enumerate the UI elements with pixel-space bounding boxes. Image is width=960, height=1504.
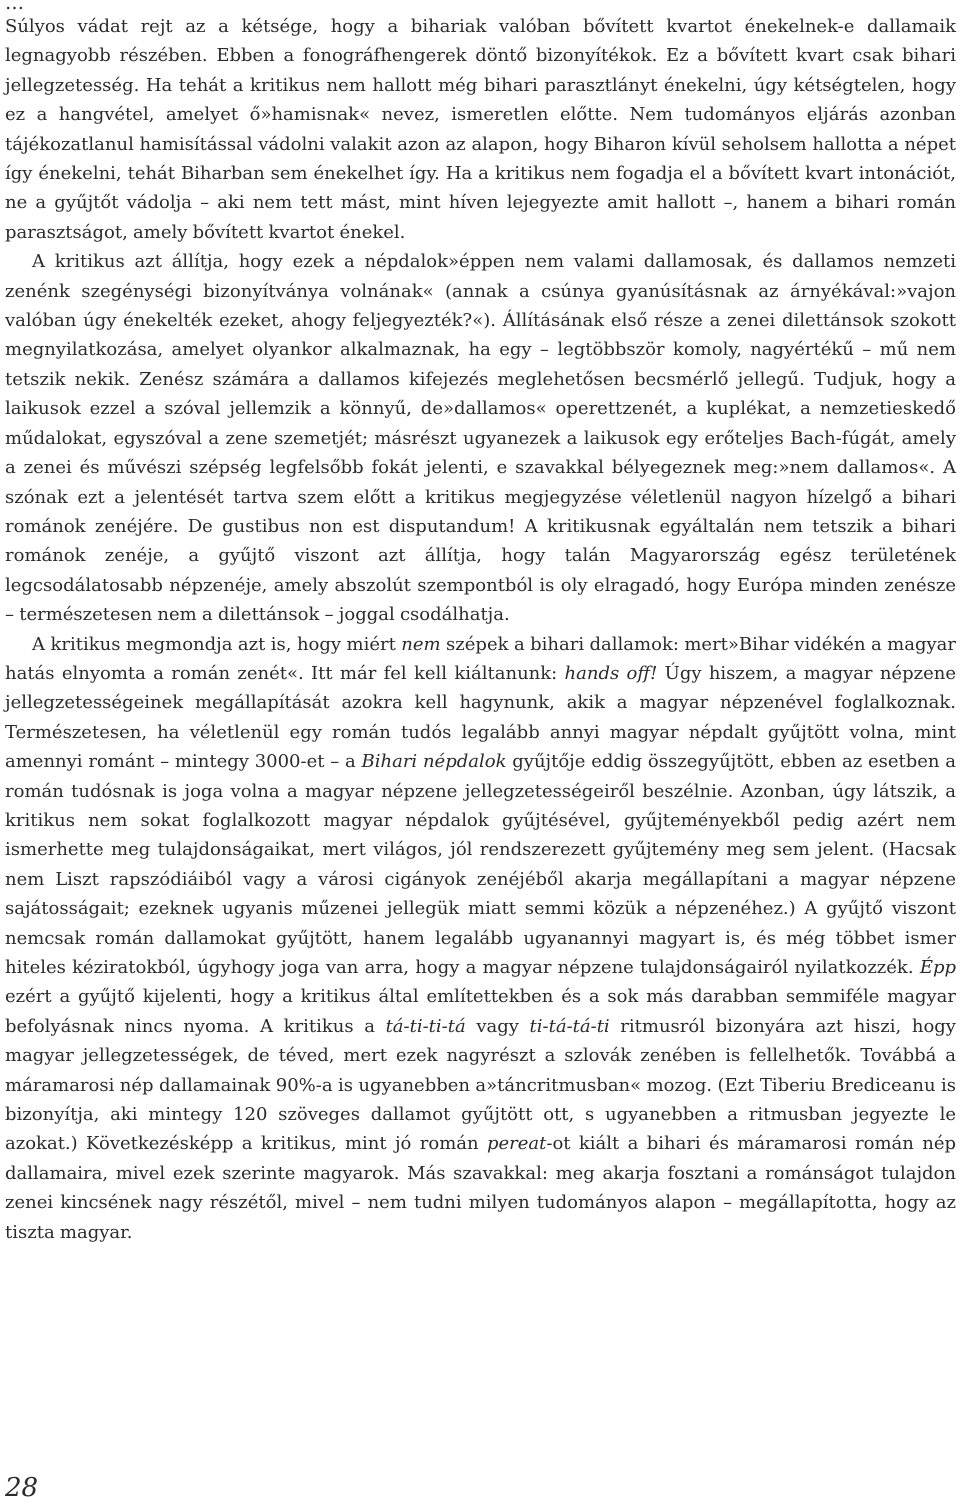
leading-ellipsis: … <box>5 0 25 14</box>
italic-text: nem <box>401 633 441 655</box>
text-run: Súlyos vádat rejt az a kétsége, hogy a bihariak valóban bővített kvartot énekelnek-e dallamaik legnagyobb részében. Ebben a fonográfhengerek döntő bizonyítékok. Ez a bővített kvart csak bihari jellegzetesség. Ha tehát a kritikus nem hallott még bihari parasztlányt énekelni, úgy kétségtelen, hogy ez a hangvétel, amelyet ő»hamisnak« nevez, ismeretlen előtte. Nem tudományos eljárás azonban tájékozatlanul hamisítással vádolni valakit azon az alapon, hogy Biharon kívül seholsem hallotta a népet így énekelni, tehát Biharban sem énekelhet így. Ha a kritikus nem fogadja el a bővített kvart intonációt, ne a gyűjtőt vádolja – aki nem tett mást, mint híven lejegyezte amit hallott –, hanem a bihari román parasztságot, amely bővített kvartot énekel. <box>5 16 956 243</box>
italic-text: hands off! <box>564 662 658 684</box>
paragraph <box>5 12 956 247</box>
text-run: szépek a bihari dallamok: mert»Bihar vidékén a magyar hatás elnyomta a román zenét«. Itt már fel kell kiáltanunk: <box>5 633 956 684</box>
page-number: 28 <box>5 1473 39 1503</box>
document-page <box>5 0 956 1504</box>
italic-text: tá-ti-ti-tá <box>385 1015 466 1037</box>
italic-text: pereat <box>486 1133 547 1155</box>
paragraph <box>5 247 956 629</box>
body-text <box>5 12 956 1247</box>
italic-text: Bihari népdalok <box>361 751 507 773</box>
italic-text: Épp <box>919 957 956 978</box>
text-run: gyűjtője eddig összegyűjtött, ebben az esetben a román tudósnak is joga volna a magyar népzene jellegzetességeiről beszélnie. Azonban, úgy látszik, a kritikus nem sokat foglalkozott magyar népdalok gyűjtésével, gyűjteményekből pedig azért nem ismerhette meg tulajdonságaikat, mert világos, jól rendszerezett gyűjtemény meg sem jelent. (Hacsak nem Liszt rapszódiáiból vagy a városi cigányok zenéjéből akarja megállapítani a magyar népzene sajátosságait; ezeknek ugyanis műzenei jellegük miatt semmi közük a népzenéhez.) A gyűjtő viszont nemcsak román dallamokat gyűjtött, hanem legalább ugyanannyi magyart is, és még többet ismer hiteles kéziratokból, úgyhogy joga van arra, hogy a magyar népzene tulajdonságairól nyilatkozzék. <box>5 751 957 978</box>
paragraph <box>5 630 956 1248</box>
text-run: vagy <box>465 1015 530 1037</box>
italic-text: ti-tá-tá-ti <box>529 1015 610 1037</box>
text-run: A kritikus megmondja azt is, hogy miért <box>32 633 402 655</box>
text-run: A kritikus azt állítja, hogy ezek a népdalok»éppen nem valami dallamosak, és dallamos nemzeti zenénk szegénységi bizonyítványa volnának« (annak a csúnya gyanúsításnak az árnyékával:»vajon valóban úgy énekelték ezeket, ahogy feljegyezték?«). Állításának első része a zenei dilettánsok szokott megnyilatkozása, amelyet olyankor alkalmaznak, ha egy – legtöbbször komoly, nagyértékű – mű nem tetszik nekik. Zenész számára a dallamos kifejezés meglehetősen becsmérlő jellegű. Tudjuk, hogy a laikusok ezzel a szóval jellemzik a könnyű, de»dallamos« operettzenét, a kuplékat, a nemzetieskedő műdalokat, egyszóval a zene szemetjét; másrészt ugyanezek a laikusok egy erőteljes Bach-fúgát, amely a zenei és művészi szépség legfelsőbb fokát jelenti, e szavakkal bélyegeznek meg:»nem dallamos«. A szónak ezt a jelentését tartva szem előtt a kritikus megjegyzése véletlenül nagyon hízelgő a bihari románok zenéjére. De gustibus non est disputandum! A kritikusnak egyáltalán nem tetszik a bihari románok zenéje, a gyűjtő viszont azt állítja, hogy talán Magyarország egész területének legcsodálatosabb népzenéje, amely abszolút szempontból is oly elragadó, hogy Európa minden zenésze – természetesen nem a dilettánsok – joggal csodálhatja. <box>5 251 956 626</box>
text-run: ritmusról bizonyára azt hiszi, hogy magyar jellegzetességek, de téved, mert ezek nagyrészt a szlovák zenében is fellelhetők. Továbbá a máramarosi nép dallamainak 90%-a is ugyanebben a»táncritmusban« mozog. (Ezt Tiberiu Brediceanu is bizonyítja, aki mintegy 120 szöveges dallamot gyűjtött ott, s ugyanebben a ritmusban jegyezte le azokat.) Következésképp a kritikus, mint jó román <box>5 1015 956 1155</box>
text-run: Úgy hiszem, a magyar népzene jellegzetességeinek megállapítását azokra kell hagynunk, akik a magyar népzenével foglalkoznak. Természetesen, ha véletlenül egy román tudós legalább annyi magyar népdalt gyűjtött volna, mint amennyi románt – mintegy 3000-et – a <box>5 662 956 773</box>
text-run: ezért a gyűjtő kijelenti, hogy a kritikus által említettekben és a sok más darabban semmiféle magyar befolyásnak nincs nyoma. A kritikus a <box>5 986 956 1037</box>
text-run: -ot kiált a bihari és máramarosi román nép dallamaira, mivel ezek szerinte magyarok. Más szavakkal: meg akarja fosztani a románságot tulajdon zenei kincsének nagy részétől, mivel – nem tudni milyen tudományos alapon – megállapította, hogy az tiszta magyar. <box>5 1133 956 1243</box>
